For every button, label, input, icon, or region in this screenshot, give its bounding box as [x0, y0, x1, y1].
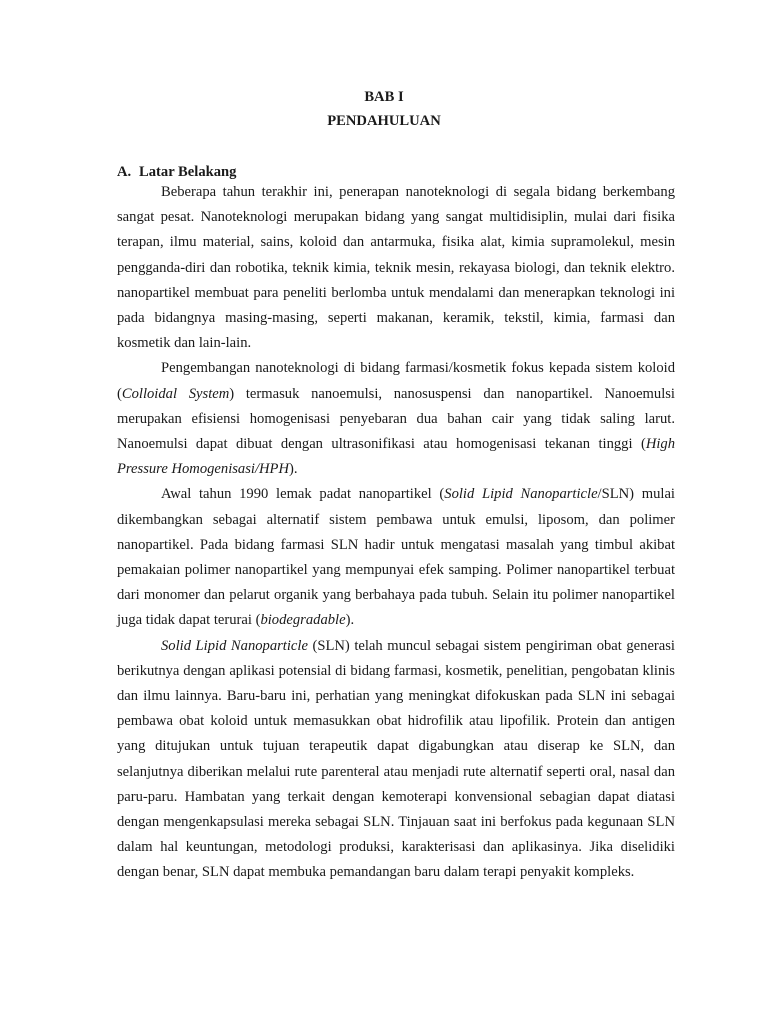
section-heading — [117, 162, 236, 182]
paragraph-1: Beberapa tahun terakhir ini, penerapan nanoteknologi di segala bidang berkembang sangat pesat. Nanoteknologi merupakan bidang yang sangat multidisiplin, mulai dari fisika terapan, ilmu material, sains, koloid dan antarmuka, fisika alat, kimia supramolekul, mesin pengganda-diri dan robotika, teknik kimia, teknik mesin, rekayasa biologi, dan teknik elektro. nanopartikel membuat para peneliti berlomba untuk mendalami dan menerapkan teknologi ini pada bidangnya masing-masing, seperti makanan, keramik, tekstil, kimia, farmasi dan kosmetik dan lain-lain. — [117, 184, 675, 352]
paragraph-3: Awal tahun 1990 lemak padat nanopartikel (Solid Lipid Nanoparticle/SLN) mulai dikembangkan sebagai alternatif sistem pembawa untuk emulsi, liposom, dan polimer nanopartikel. Pada bidang farmasi SLN hadir untuk mengatasi masalah yang timbul akibat pemakaian polimer nanopartikel yang mempunyai efek samping. Polimer nanopartikel terbuat dari monomer dan pelarut organik yang berbahaya pada tubuh. Selain itu polimer nanopartikel juga tidak dapat terurai (biodegradable). — [117, 486, 675, 629]
paragraph-2: Pengembangan nanoteknologi di bidang farmasi/kosmetik fokus kepada sistem koloid (Colloidal System) termasuk nanoemulsi, nanosuspensi dan nanopartikel. Nanoemulsi merupakan efisiensi homogenisasi penyebaran dua bahan cair yang tidak saling larut. Nanoemulsi dapat dibuat dengan ultrasonifikasi atau homogenisasi tekanan tinggi (High Pressure Homogenisasi/HPH). — [117, 360, 675, 478]
section-title: Latar Belakang — [139, 164, 237, 180]
paragraph-4: Solid Lipid Nanoparticle (SLN) telah muncul sebagai sistem pengiriman obat generasi berikutnya dengan aplikasi potensial di bidang farmasi, kosmetik, penelitian, pengobatan klinis dan ilmu lainnya. Baru-baru ini, perhatian yang meningkat difokuskan pada SLN ini sebagai pembawa obat koloid untuk memasukkan obat hidrofilik atau lipofilik. Protein dan antigen yang ditujukan untuk tujuan terapeutik dapat digabungkan atau diserap ke SLN, dan selanjutnya diberikan melalui rute parenteral atau menjadi rute alternatif seperti oral, nasal dan paru-paru. Hambatan yang terkait dengan kemoterapi konvensional sebagian dapat diatasi dengan mengenkapsulasi mereka sebagai SLN. Tinjauan saat ini berfokus pada kegunaan SLN dalam hal keuntungan, metodologi produksi, karakterisasi dan aplikasinya. Jika diselidiki dengan benar, SLN dapat membuka pemandangan baru dalam terapi penyakit kompleks. — [117, 637, 675, 881]
section-number: A. — [117, 164, 132, 180]
body-text — [117, 180, 675, 886]
chapter-label: BAB I — [364, 89, 404, 105]
chapter-title: PENDAHULUAN — [327, 113, 441, 129]
